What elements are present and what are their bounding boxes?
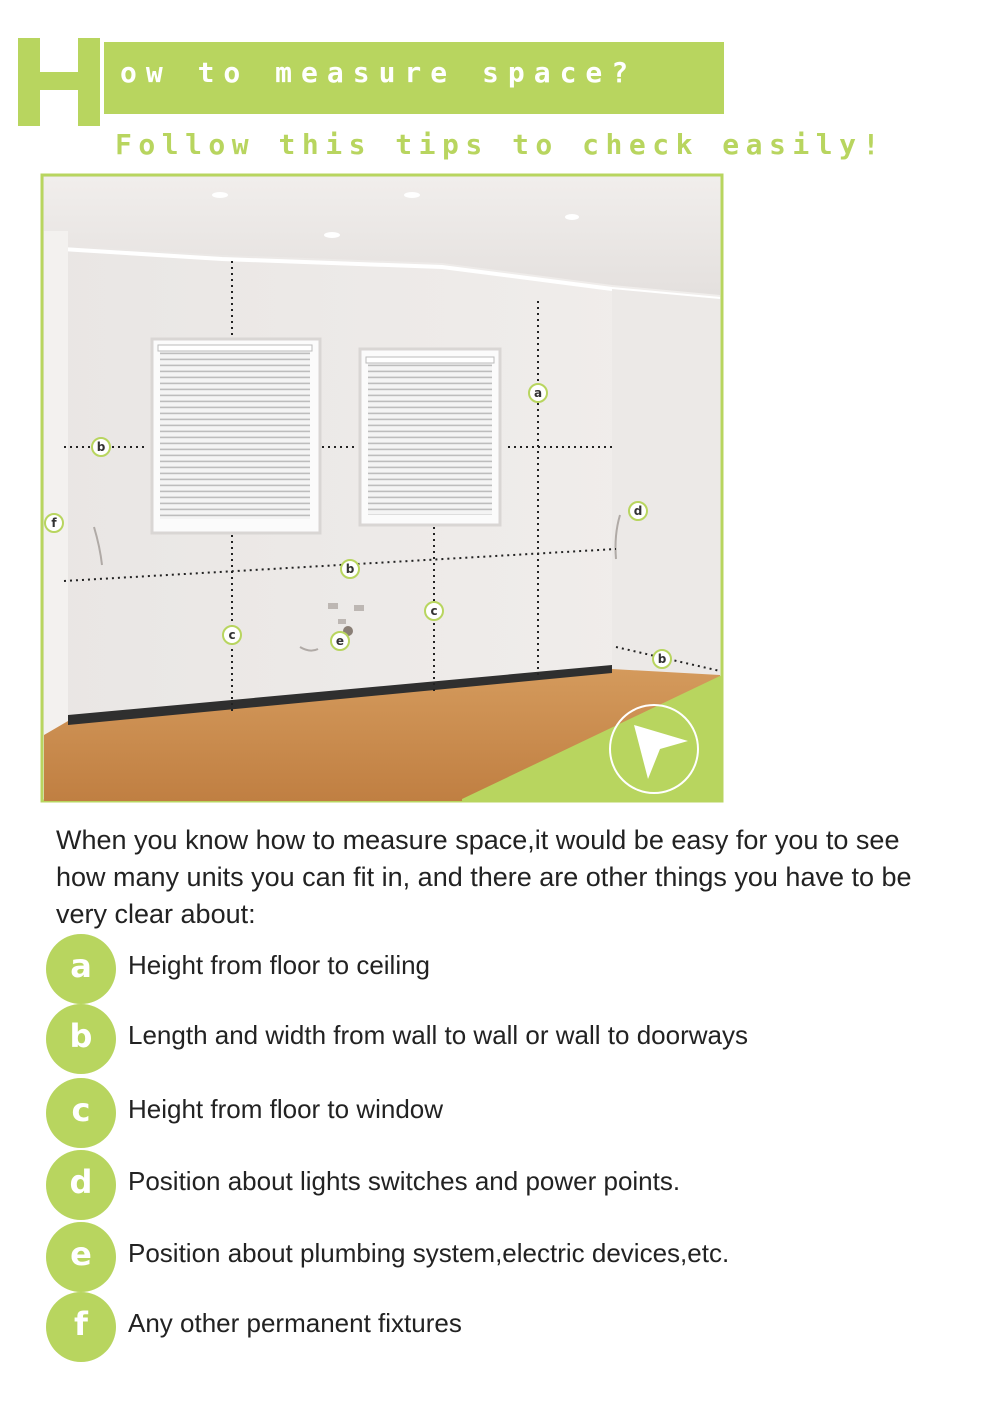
figure-label [92, 438, 110, 456]
list-item [46, 934, 986, 1004]
figure-label [629, 502, 647, 520]
header-letter-text: H [59, 88, 60, 89]
room-measurement-figure [42, 175, 722, 801]
tip-text: Any other permanent fixtures [128, 1308, 462, 1338]
svg-text:b: b [345, 562, 355, 576]
figure-label [425, 602, 443, 620]
svg-text:b: b [657, 652, 667, 666]
svg-text:f: f [51, 516, 57, 530]
figure-label [529, 384, 547, 402]
tip-badge: f [46, 1292, 116, 1362]
tip-badge: c [46, 1078, 116, 1148]
svg-text:c: c [228, 628, 236, 642]
page-subtitle: Follow this tips to check easily! [115, 128, 886, 161]
tip-text: Length and width from wall to wall or wall to doorways [128, 1020, 748, 1050]
svg-text:d: d [633, 504, 643, 518]
page-title: ow to measure space? [120, 56, 638, 89]
tip-badge: a [46, 934, 116, 1004]
figure-label [341, 560, 359, 578]
figure-label-extra: b [41, 175, 43, 176]
svg-text:b: b [96, 440, 106, 454]
svg-text:a: a [533, 386, 543, 400]
figure-label [653, 650, 671, 668]
tip-badge: e [46, 1222, 116, 1292]
figure-label [45, 514, 63, 532]
tip-text: Height from floor to window [128, 1094, 444, 1124]
list-item [46, 1222, 986, 1292]
tip-text: Height from floor to ceiling [128, 950, 431, 980]
tip-text: Position about plumbing system,electric devices,etc. [128, 1238, 730, 1268]
list-item [46, 1004, 986, 1074]
figure-label [223, 626, 241, 644]
intro-paragraph: When you know how to measure space,it would be easy for you to see how many units you can fit in, and there are other things you have to be very clear about: [56, 825, 912, 929]
title-bar [104, 42, 724, 114]
svg-text:c: c [430, 604, 438, 618]
list-item [46, 1078, 986, 1148]
svg-text:e: e [335, 634, 345, 648]
tip-badge: d [46, 1150, 116, 1220]
list-item [46, 1292, 986, 1362]
figure-label [331, 632, 349, 650]
tip-text: Position about lights switches and power points. [128, 1166, 681, 1196]
tip-badge: b [46, 1004, 116, 1074]
header-big-letter [18, 38, 100, 126]
list-item [46, 1150, 986, 1220]
